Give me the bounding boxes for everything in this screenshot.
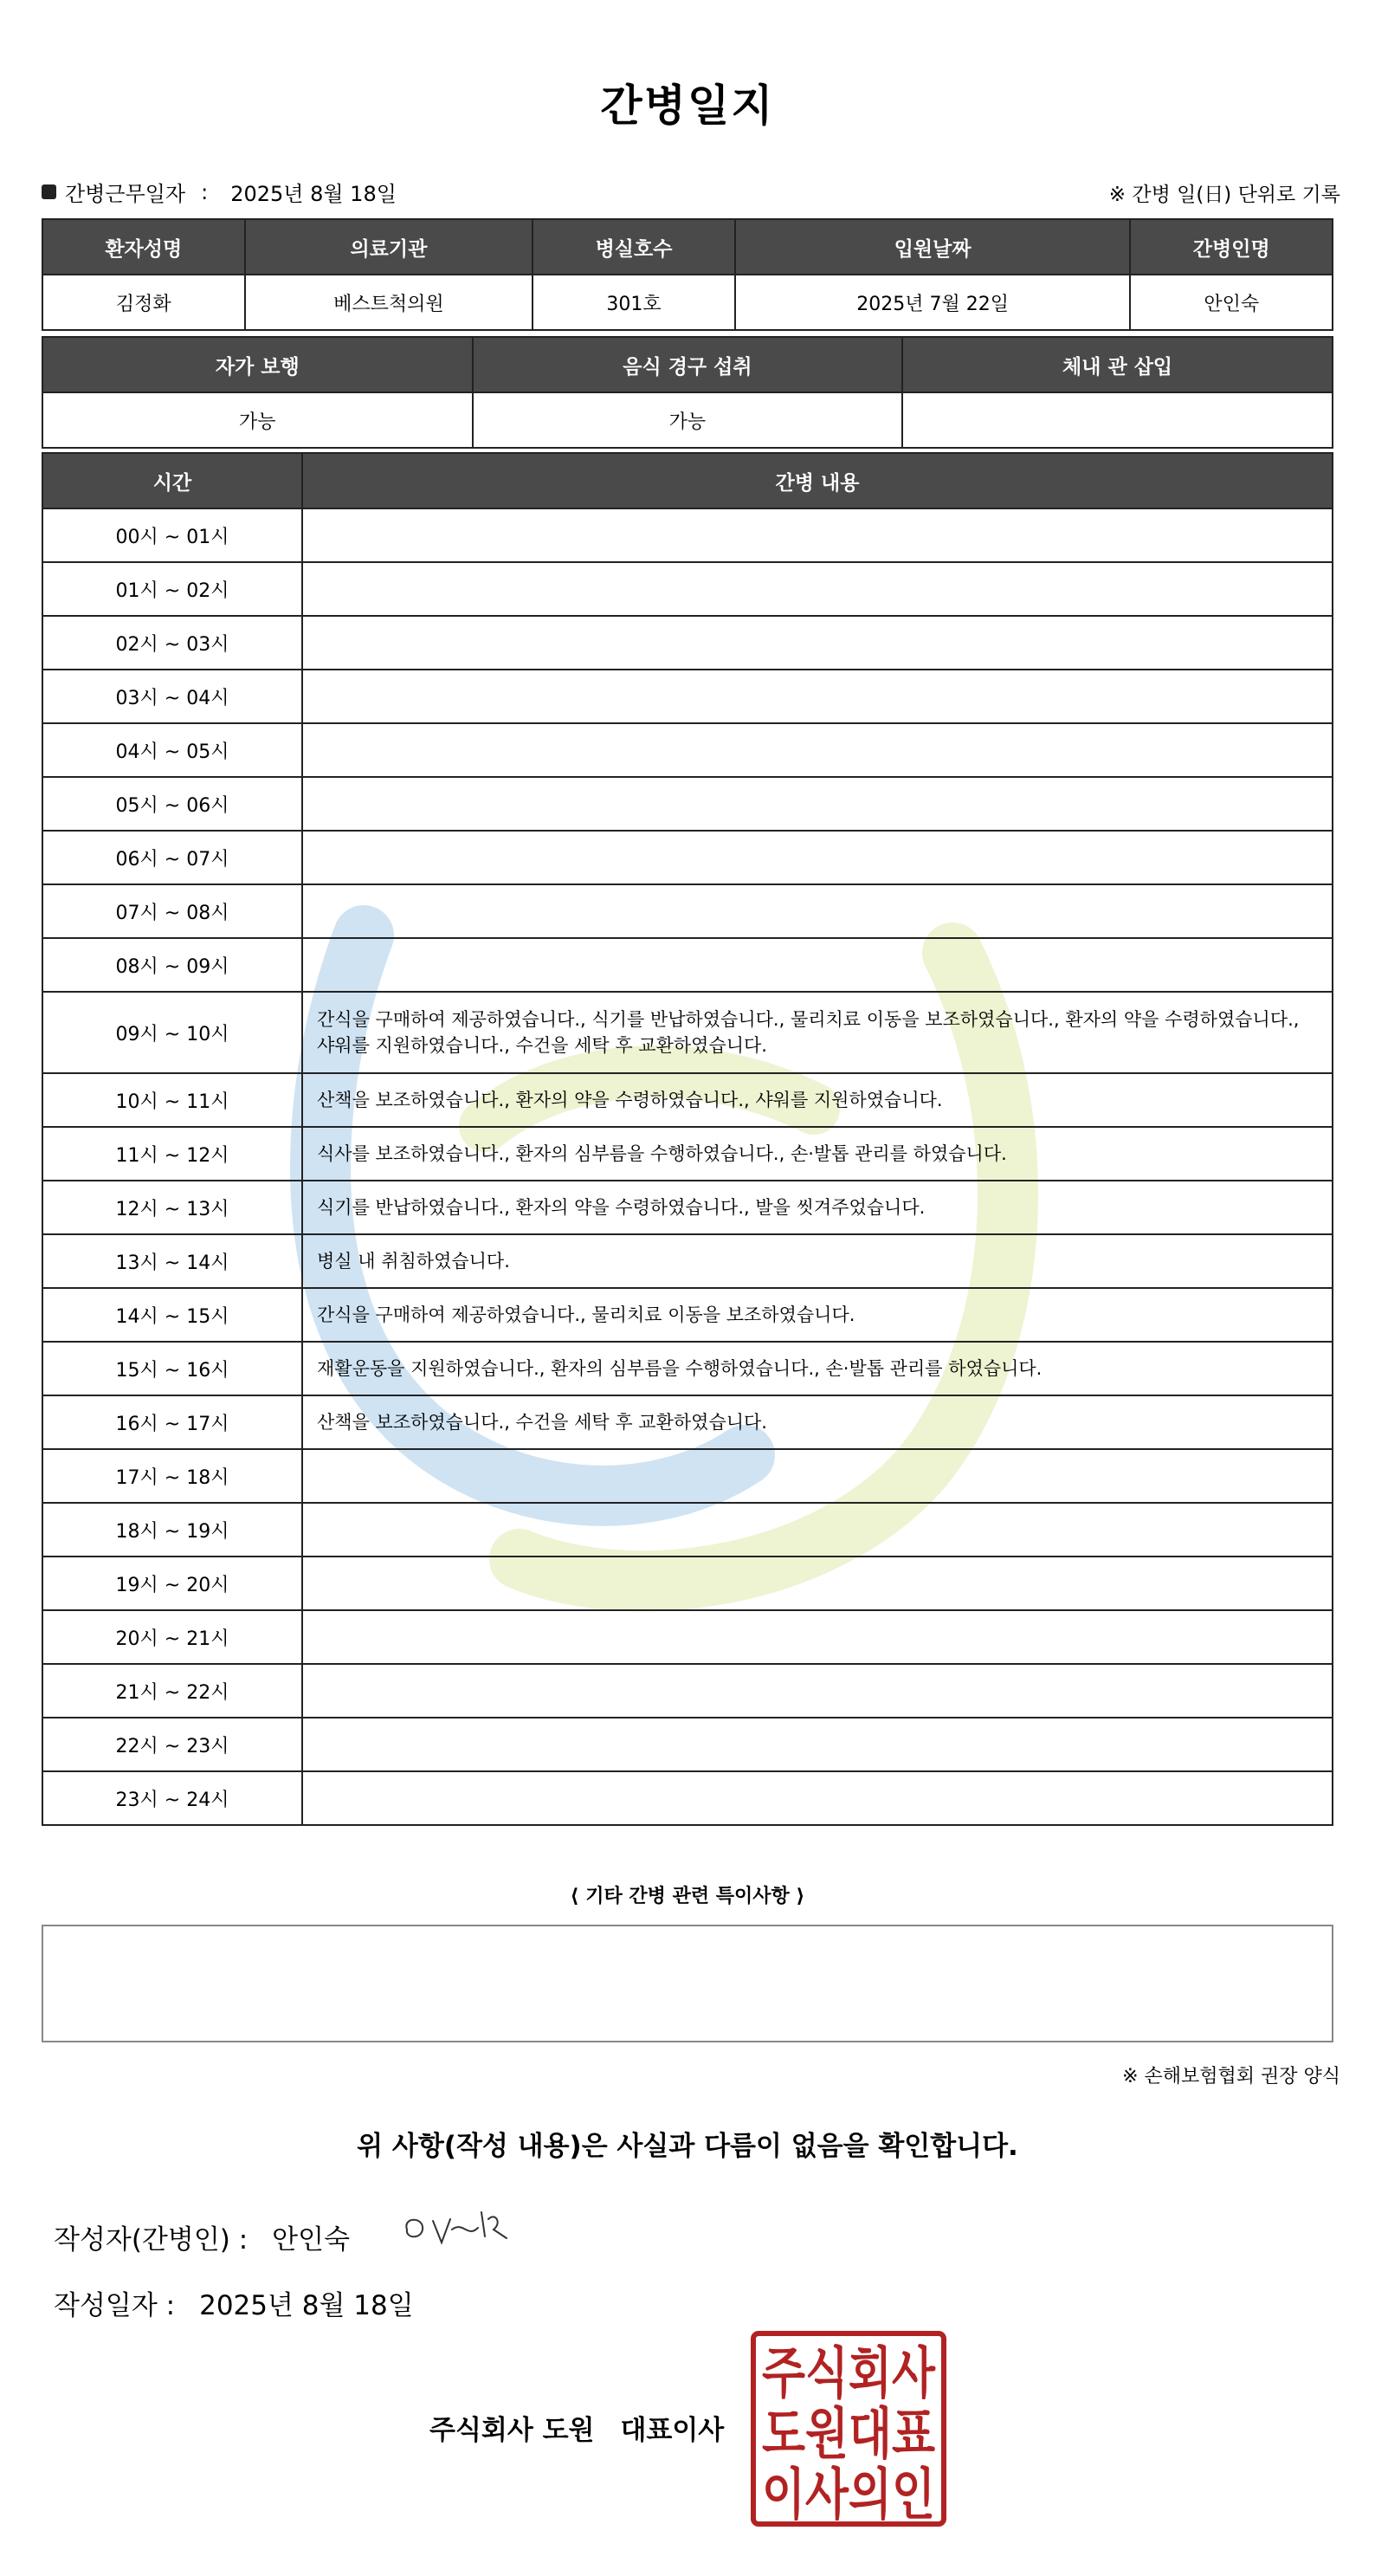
care-content: 간식을 구매하여 제공하였습니다., 물리치료 이동을 보조하였습니다. xyxy=(302,1288,1333,1342)
care-content: 간식을 구매하여 제공하였습니다., 식기를 반납하였습니다., 물리치료 이동을 보조하였습니다., 환자의 약을 수령하였습니다., 샤워를 지원하였습니다., 수건을 세탁 후 교환하였습니다. xyxy=(302,992,1333,1073)
care-content xyxy=(302,938,1333,992)
time-slot: 00시 ~ 01시 xyxy=(42,508,302,562)
time-slot: 22시 ~ 23시 xyxy=(42,1718,302,1771)
table-row xyxy=(42,938,1333,992)
table-row xyxy=(42,1395,1333,1449)
table-row xyxy=(42,1503,1333,1557)
table-row xyxy=(42,777,1333,831)
time-slot: 08시 ~ 09시 xyxy=(42,938,302,992)
care-log-table xyxy=(42,452,1333,1826)
time-slot: 05시 ~ 06시 xyxy=(42,777,302,831)
work-date-value: 2025년 8월 18일 xyxy=(230,182,397,206)
table-row xyxy=(42,508,1333,562)
special-notes-box xyxy=(42,1925,1333,2042)
table-row xyxy=(42,1449,1333,1503)
header-institution: 의료기관 xyxy=(245,219,533,275)
bullet-square-icon xyxy=(42,184,56,199)
oral-intake-status: 가능 xyxy=(473,392,903,448)
table-row xyxy=(42,723,1333,777)
written-date-line xyxy=(54,2283,414,2322)
caregiver-name: 안인숙 xyxy=(1130,275,1333,330)
care-content xyxy=(302,1664,1333,1718)
table-row xyxy=(42,884,1333,938)
table-row xyxy=(42,1718,1333,1771)
written-date-label: 작성일자 : xyxy=(54,2290,176,2321)
patient-name: 김정화 xyxy=(42,275,245,330)
table-row xyxy=(42,1610,1333,1664)
table-row xyxy=(42,1127,1333,1181)
admission-date: 2025년 7월 22일 xyxy=(735,275,1131,330)
walking-status: 가능 xyxy=(42,392,473,448)
header-walking: 자가 보행 xyxy=(42,337,473,392)
time-slot: 14시 ~ 15시 xyxy=(42,1288,302,1342)
work-date-line: 간병근무일자 : 2025년 8월 18일 xyxy=(42,177,397,207)
time-slot: 23시 ~ 24시 xyxy=(42,1771,302,1825)
header-tube: 체내 관 삽입 xyxy=(902,337,1333,392)
table-row xyxy=(42,1342,1333,1395)
author-name: 안인숙 xyxy=(272,2224,351,2256)
care-content xyxy=(302,1718,1333,1771)
care-content xyxy=(302,1771,1333,1825)
header-caregiver: 간병인명 xyxy=(1130,219,1333,275)
care-content xyxy=(302,723,1333,777)
time-slot: 16시 ~ 17시 xyxy=(42,1395,302,1449)
time-slot: 10시 ~ 11시 xyxy=(42,1073,302,1127)
special-notes-title: ⟨ 기타 간병 관련 특이사항 ⟩ xyxy=(570,1886,805,1907)
written-date-value: 2025년 8월 18일 xyxy=(199,2290,414,2321)
document-title: 간병일지 xyxy=(600,81,775,131)
company-seal-stamp xyxy=(750,2330,947,2527)
table-row xyxy=(42,670,1333,723)
table-row xyxy=(42,1557,1333,1610)
care-content xyxy=(302,1610,1333,1664)
table-row xyxy=(42,992,1333,1073)
table-row xyxy=(42,1288,1333,1342)
care-content xyxy=(302,831,1333,884)
time-slot: 20시 ~ 21시 xyxy=(42,1610,302,1664)
company-name: 주식회사 도원 xyxy=(429,2415,595,2446)
table-row xyxy=(42,1073,1333,1127)
patient-status-table xyxy=(42,336,1333,449)
care-content: 재활운동을 지원하였습니다., 환자의 심부름을 수행하였습니다., 손·발톱 관리를 하였습니다. xyxy=(302,1342,1333,1395)
care-content: 식기를 반납하였습니다., 환자의 약을 수령하였습니다., 발을 씻겨주었습니다. xyxy=(302,1181,1333,1234)
time-slot: 02시 ~ 03시 xyxy=(42,616,302,670)
tube-status xyxy=(902,392,1333,448)
table-row xyxy=(42,1181,1333,1234)
header-care-content: 간병 내용 xyxy=(302,453,1333,508)
table-row xyxy=(42,1234,1333,1288)
time-slot: 06시 ~ 07시 xyxy=(42,831,302,884)
time-slot: 11시 ~ 12시 xyxy=(42,1127,302,1181)
svg-text:이사의인: 이사의인 xyxy=(762,2463,935,2527)
time-slot: 19시 ~ 20시 xyxy=(42,1557,302,1610)
time-slot: 01시 ~ 02시 xyxy=(42,562,302,616)
care-content: 병실 내 취침하였습니다. xyxy=(302,1234,1333,1288)
table-row xyxy=(42,831,1333,884)
time-slot: 03시 ~ 04시 xyxy=(42,670,302,723)
time-slot: 18시 ~ 19시 xyxy=(42,1503,302,1557)
table-row xyxy=(42,562,1333,616)
table-row xyxy=(42,1771,1333,1825)
care-content: 산책을 보조하였습니다., 환자의 약을 수령하였습니다., 샤워를 지원하였습니다. xyxy=(302,1073,1333,1127)
care-content xyxy=(302,616,1333,670)
care-content xyxy=(302,670,1333,723)
room-number: 301호 xyxy=(533,275,735,330)
time-slot: 17시 ~ 18시 xyxy=(42,1449,302,1503)
svg-text:주식회사: 주식회사 xyxy=(762,2342,936,2406)
time-slot: 13시 ~ 14시 xyxy=(42,1234,302,1288)
header-time: 시간 xyxy=(42,453,302,508)
header-oral-intake: 음식 경구 섭취 xyxy=(473,337,903,392)
time-slot: 04시 ~ 05시 xyxy=(42,723,302,777)
care-content xyxy=(302,562,1333,616)
representative-title: 대표이사 xyxy=(620,2415,725,2446)
table-row xyxy=(42,616,1333,670)
header-patient-name: 환자성명 xyxy=(42,219,245,275)
author-line xyxy=(54,2217,350,2256)
handwritten-signature xyxy=(398,2195,545,2256)
time-slot: 15시 ~ 16시 xyxy=(42,1342,302,1395)
time-slot: 21시 ~ 22시 xyxy=(42,1664,302,1718)
header-room: 병실호수 xyxy=(533,219,735,275)
institution: 베스트척의원 xyxy=(245,275,533,330)
care-content xyxy=(302,508,1333,562)
care-content: 산책을 보조하였습니다., 수건을 세탁 후 교환하였습니다. xyxy=(302,1395,1333,1449)
association-note: ※ 손해보험협회 권장 양식 xyxy=(1122,2066,1340,2087)
care-content: 식사를 보조하였습니다., 환자의 심부름을 수행하였습니다., 손·발톱 관리를 하였습니다. xyxy=(302,1127,1333,1181)
care-content xyxy=(302,777,1333,831)
care-content xyxy=(302,1503,1333,1557)
table-row xyxy=(42,1664,1333,1718)
confirmation-statement: 위 사항(작성 내용)은 사실과 다름이 없음을 확인합니다. xyxy=(357,2131,1018,2162)
work-date-label: 간병근무일자 xyxy=(65,182,186,206)
time-slot: 09시 ~ 10시 xyxy=(42,992,302,1073)
daily-record-note: ※ 간병 일(日) 단위로 기록 xyxy=(1108,184,1340,206)
patient-info-table xyxy=(42,218,1333,331)
author-label: 작성자(간병인) : xyxy=(54,2224,249,2256)
care-content xyxy=(302,1557,1333,1610)
company-line xyxy=(429,2408,724,2447)
time-slot: 12시 ~ 13시 xyxy=(42,1181,302,1234)
svg-text:도원대표: 도원대표 xyxy=(762,2403,936,2467)
care-content xyxy=(302,1449,1333,1503)
time-slot: 07시 ~ 08시 xyxy=(42,884,302,938)
header-admission-date: 입원날짜 xyxy=(735,219,1131,275)
care-content xyxy=(302,884,1333,938)
